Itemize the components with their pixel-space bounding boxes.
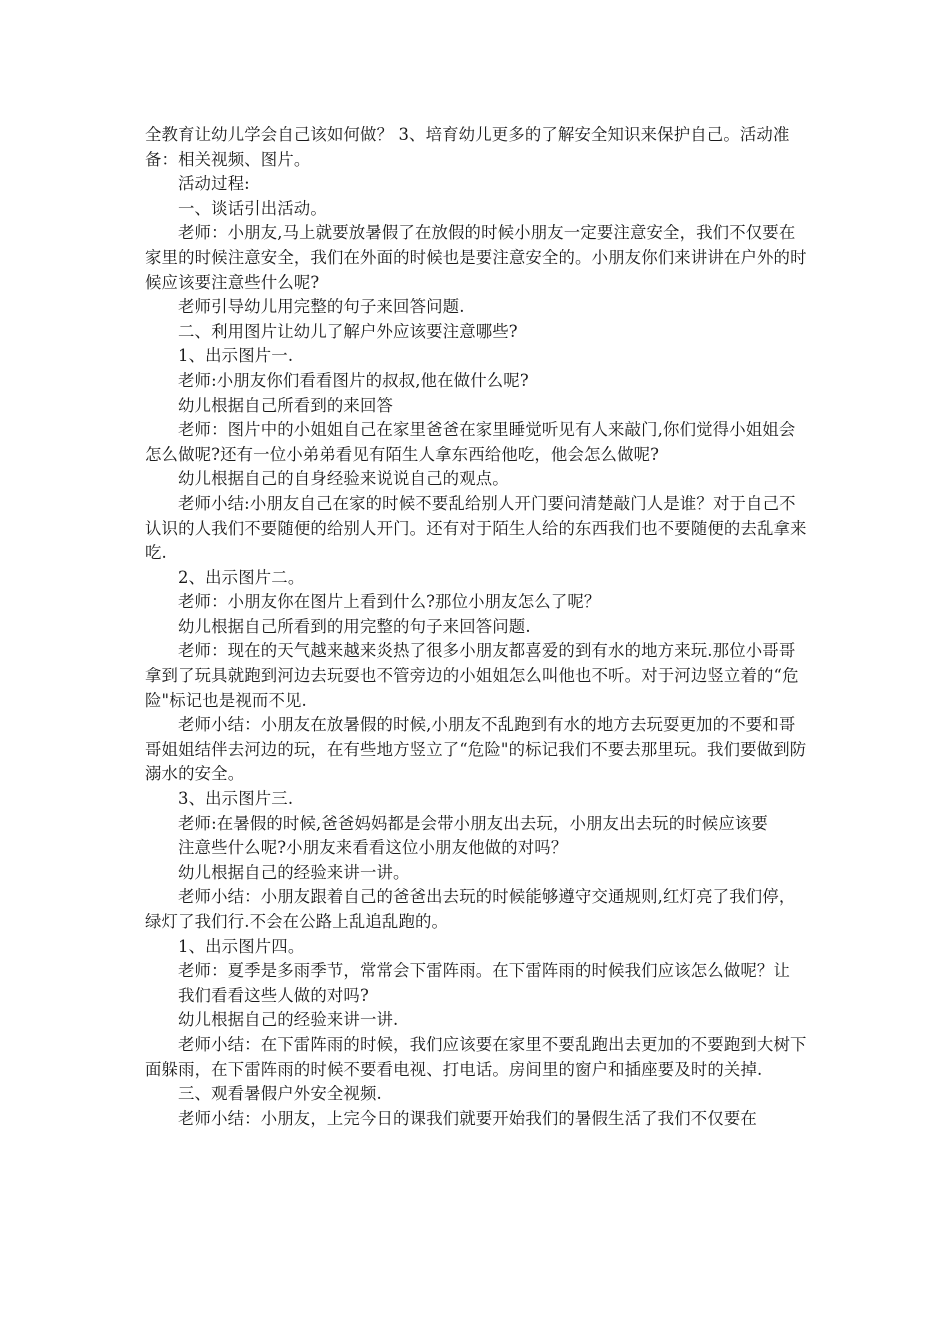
paragraph: 1、出示图片一. <box>178 346 294 366</box>
paragraph: 二、利用图片让幼儿了解户外应该要注意哪些? <box>178 321 518 341</box>
paragraph: 老师小结：小朋友跟着自己的爸爸出去玩的时候能够遵守交通规则,红灯亮了我们停，绿灯了我们行.不会在公路上乱追乱跑的。 <box>145 887 796 931</box>
paragraph: 三、观看暑假户外安全视频. <box>178 1084 382 1104</box>
paragraph: 1、出示图片四。 <box>178 936 305 956</box>
paragraph: 全教育让幼儿学会自己该如何做？ 3、培育幼儿更多的了解安全知识来保护自己。活动准备：相关视频、图片。 <box>145 125 790 169</box>
paragraph: 幼儿根据自己所看到的来回答 <box>178 395 394 415</box>
paragraph: 老师：现在的天气越来越来炎热了很多小朋友都喜爱的到有水的地方来玩.那位小哥哥拿到了玩具就跑到河边去玩耍也不管旁边的小姐姐怎么叫他也不听。对于河边竖立着的“危险"标记也是视而不见. <box>145 641 799 710</box>
paragraph: 老师：小朋友,马上就要放暑假了在放假的时候小朋友一定要注意安全，我们不仅要在家里的时候注意安全，我们在外面的时候也是要注意安全的。小朋友你们来讲讲在户外的时候应该要注意些什么呢? <box>145 223 807 292</box>
paragraph: 老师：图片中的小姐姐自己在家里爸爸在家里睡觉听见有人来敲门,你们觉得小姐姐会怎么做呢?还有一位小弟弟看见有陌生人拿东西给他吃，他会怎么做呢? <box>145 420 796 464</box>
paragraph: 老师:小朋友你们看看图片的叔叔,他在做什么呢? <box>178 370 529 390</box>
paragraph: 幼儿根据自己的自身经验来说说自己的观点。 <box>178 469 509 489</box>
paragraph: 老师：小朋友你在图片上看到什么?那位小朋友怎么了呢？ <box>178 592 601 612</box>
paragraph: 老师引导幼儿用完整的句子来回答问题. <box>178 297 465 317</box>
paragraph: 幼儿根据自己的经验来讲一讲. <box>178 1010 399 1030</box>
paragraph: 老师小结：小朋友在放暑假的时候,小朋友不乱跑到有水的地方去玩耍更加的不要和哥哥姐姐结伴去河边的玩，在有些地方竖立了“危险"的标记我们不要去那里玩。我们要做到防溺水的安全。 <box>145 715 807 784</box>
paragraph: 2、出示图片二。 <box>178 567 305 587</box>
paragraph: 幼儿根据自己的经验来讲一讲。 <box>178 862 410 882</box>
paragraph: 老师:在暑假的时候,爸爸妈妈都是会带小朋友出去玩，小朋友出去玩的时候应该要 <box>178 813 768 833</box>
paragraph: 老师小结：小朋友，上完今日的课我们就要开始我们的暑假生活了我们不仅要在 <box>178 1108 757 1128</box>
paragraph: 老师：夏季是多雨季节，常常会下雷阵雨。在下雷阵雨的时候我们应该怎么做呢？让 <box>178 961 791 981</box>
paragraph: 一、谈话引出活动。 <box>178 198 327 218</box>
paragraph: 活动过程: <box>178 174 250 194</box>
paragraph: 注意些什么呢?小朋友来看看这位小朋友他做的对吗？ <box>178 838 568 858</box>
paragraph: 幼儿根据自己所看到的用完整的句子来回答问题. <box>178 616 531 636</box>
paragraph: 我们看看这些人做的对吗? <box>178 985 369 1005</box>
paragraph: 3、出示图片三. <box>178 789 294 809</box>
paragraph: 老师小结：在下雷阵雨的时候，我们应该要在家里不要乱跑出去更加的不要跑到大树下面躲雨，在下雷阵雨的时候不要看电视、打电话。房间里的窗户和插座要及时的关掉. <box>145 1034 807 1079</box>
document-body <box>145 123 810 1131</box>
paragraph: 老师小结:小朋友自己在家的时候不要乱给别人开门要问清楚敲门人是谁？对于自己不认识的人我们不要随便的给别人开门。还有对于陌生人给的东西我们也不要随便的去乱拿来吃. <box>145 493 807 563</box>
